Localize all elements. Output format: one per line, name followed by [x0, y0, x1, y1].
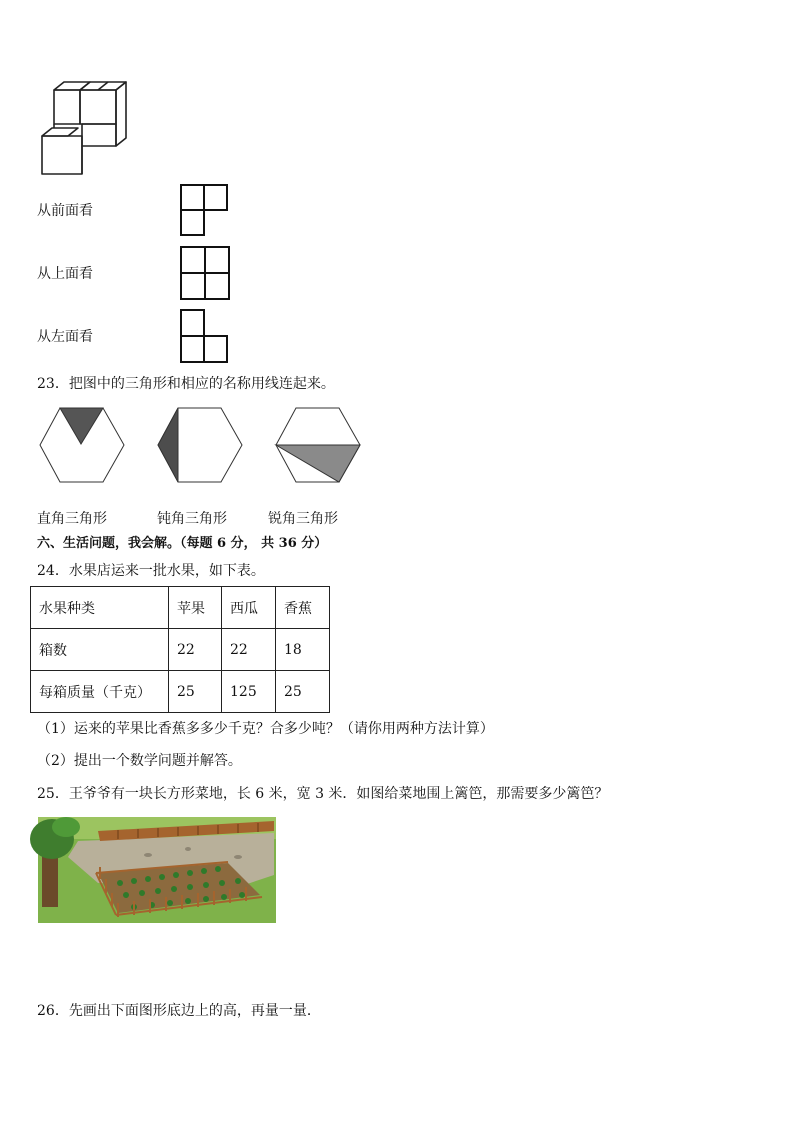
triangle-name-acute: 锐角三角形 — [268, 511, 338, 527]
question-23: 23．把图中的三角形和相应的名称用线连起来。 — [37, 376, 335, 392]
hexagon-obtuse-triangle — [157, 407, 243, 483]
question-26: 26．先画出下面图形底边上的高，再量一量． — [37, 1003, 321, 1019]
hexagon-right-triangle — [39, 407, 125, 483]
table-cell: 水果种类 — [31, 587, 169, 629]
top-view-grid — [180, 246, 232, 302]
triangle-name-obtuse: 钝角三角形 — [157, 511, 227, 527]
table-row — [31, 671, 330, 713]
cube-figure — [38, 80, 133, 178]
table-cell: 苹果 — [169, 587, 222, 629]
fruit-table — [30, 586, 330, 713]
top-view-label: 从上面看 — [37, 266, 93, 282]
triangle-name-right: 直角三角形 — [37, 511, 107, 527]
table-cell: 22 — [222, 629, 276, 671]
question-25: 25．王爷爷有一块长方形菜地，长 6 米，宽 3 米．如图给菜地围上篱笆，那需要多少篱笆？ — [37, 786, 609, 802]
table-cell: 18 — [276, 629, 330, 671]
section-6-title: 六、生活问题，我会解。（每题 6 分， 共 36 分） — [37, 536, 328, 551]
table-cell: 125 — [222, 671, 276, 713]
table-header-row — [31, 587, 330, 629]
table-cell: 25 — [276, 671, 330, 713]
front-view-label: 从前面看 — [37, 203, 93, 219]
question-24: 24．水果店运来一批水果，如下表。 — [37, 563, 265, 579]
front-view-grid — [180, 184, 230, 238]
hexagon-acute-triangle — [275, 407, 361, 483]
question-24-part-1: （1）运来的苹果比香蕉多多少千克？合多少吨？（请你用两种方法计算） — [37, 721, 494, 737]
question-24-part-2: （2）提出一个数学问题并解答。 — [37, 753, 242, 769]
table-cell: 每箱质量（千克） — [31, 671, 169, 713]
vegetable-garden-illustration — [38, 817, 276, 923]
left-view-label: 从左面看 — [37, 329, 93, 345]
table-cell: 22 — [169, 629, 222, 671]
table-cell: 西瓜 — [222, 587, 276, 629]
table-cell: 箱数 — [31, 629, 169, 671]
table-row — [31, 629, 330, 671]
table-cell: 香蕉 — [276, 587, 330, 629]
table-cell: 25 — [169, 671, 222, 713]
left-view-grid — [180, 309, 230, 365]
